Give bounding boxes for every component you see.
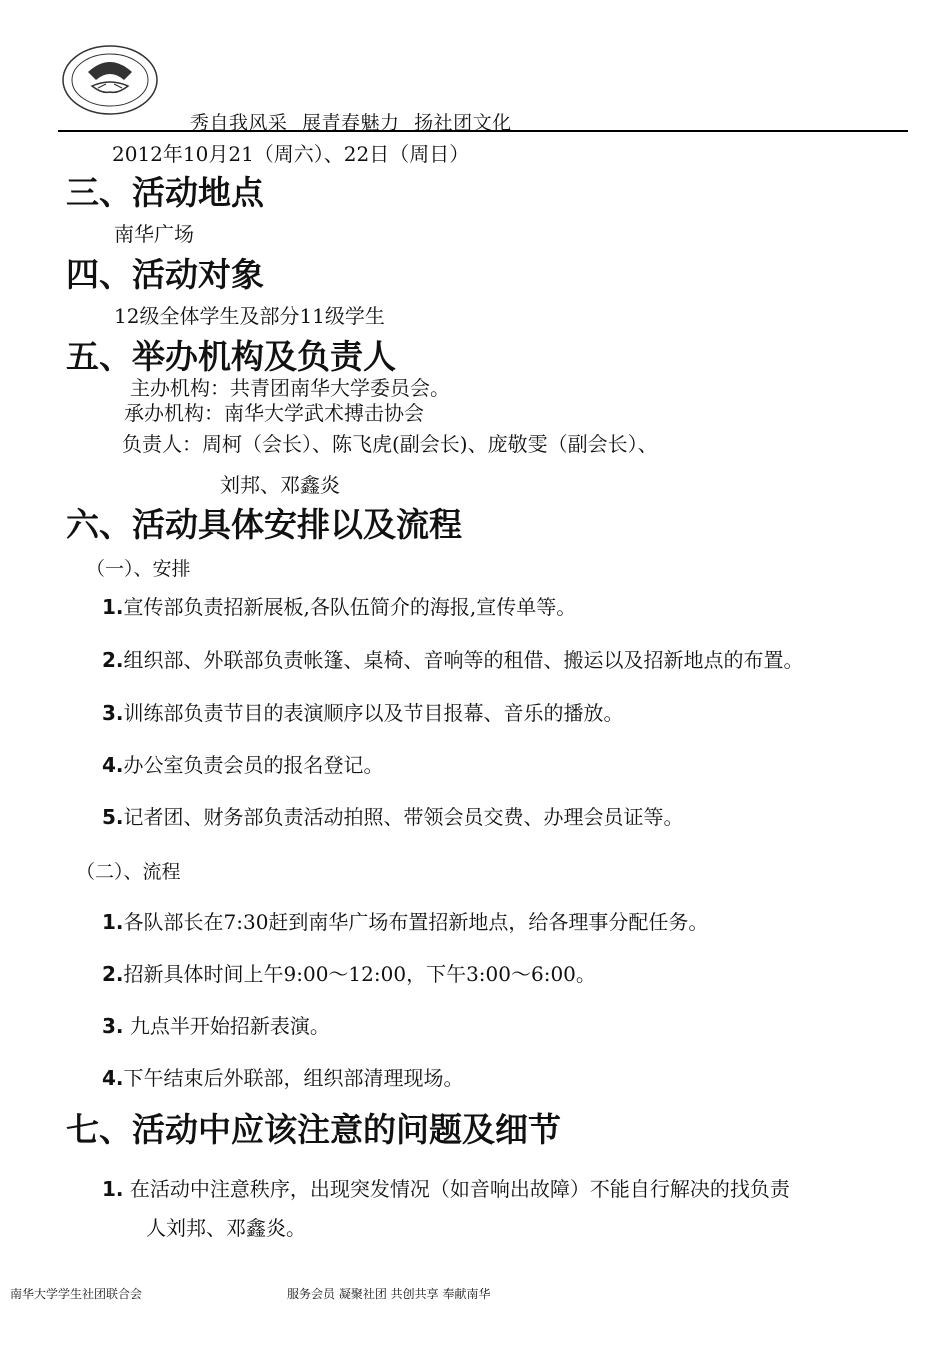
- date-line: 2012年10月21（周六）、22日（周日）: [112, 142, 470, 166]
- organizer-org: 承办机构：南华大学武术搏击协会: [124, 401, 424, 425]
- list-item: 1.各队部长在7:30赶到南华广场布置招新地点，给各理事分配任务。: [102, 910, 709, 934]
- arrange-title: （一）、安排: [86, 558, 191, 580]
- list-item: 3. 九点半开始招新表演。: [102, 1014, 330, 1038]
- list-item: 1. 在活动中注意秩序，出现突发情况（如音响出故障）不能自行解决的找负责: [102, 1177, 790, 1201]
- section-4-title: 四、活动对象: [66, 255, 264, 294]
- header-motto: 秀自我风采 展青春魅力 扬社团文化: [190, 112, 512, 134]
- section-6-title: 六、活动具体安排以及流程: [66, 505, 462, 544]
- section-3-title: 三、活动地点: [66, 173, 264, 212]
- footer-slogan: 服务会员 凝聚社团 共创共享 奉献南华: [287, 1287, 491, 1301]
- section-3-text: 南华广场: [114, 222, 194, 246]
- list-item: 2.招新具体时间上午9:00～12:00，下午3:00～6:00。: [102, 962, 596, 986]
- list-item: 3.训练部负责节目的表演顺序以及节目报幕、音乐的播放。: [102, 701, 624, 725]
- list-item: 4.办公室负责会员的报名登记。: [102, 753, 384, 777]
- list-item: 2.组织部、外联部负责帐篷、桌椅、音响等的租借、搬运以及招新地点的布置。: [102, 648, 804, 672]
- leaders-line-1: 负责人：周柯（会长）、陈飞虎(副会长)、庞敬雯（副会长）、: [122, 432, 658, 456]
- flow-title: （二）、流程: [76, 861, 181, 883]
- section-4-text: 12级全体学生及部分11级学生: [114, 304, 385, 328]
- footer-org: 南华大学学生社团联合会: [10, 1287, 143, 1301]
- list-item-continuation: 人刘邦、邓鑫炎。: [146, 1216, 306, 1240]
- section-7-title: 七、活动中应该注意的问题及细节: [66, 1110, 561, 1149]
- list-item: 5.记者团、财务部负责活动拍照、带领会员交费、办理会员证等。: [102, 805, 684, 829]
- list-item: 1.宣传部负责招新展板,各队伍简介的海报,宣传单等。: [102, 595, 577, 619]
- header-divider: [58, 130, 908, 132]
- leaders-line-2: 刘邦、邓鑫炎: [220, 473, 340, 497]
- union-logo: [58, 42, 162, 118]
- list-item: 4.下午结束后外联部，组织部清理现场。: [102, 1066, 464, 1090]
- host-org: 主办机构：共青团南华大学委员会。: [130, 376, 450, 400]
- section-5-title: 五、举办机构及负责人: [66, 337, 396, 376]
